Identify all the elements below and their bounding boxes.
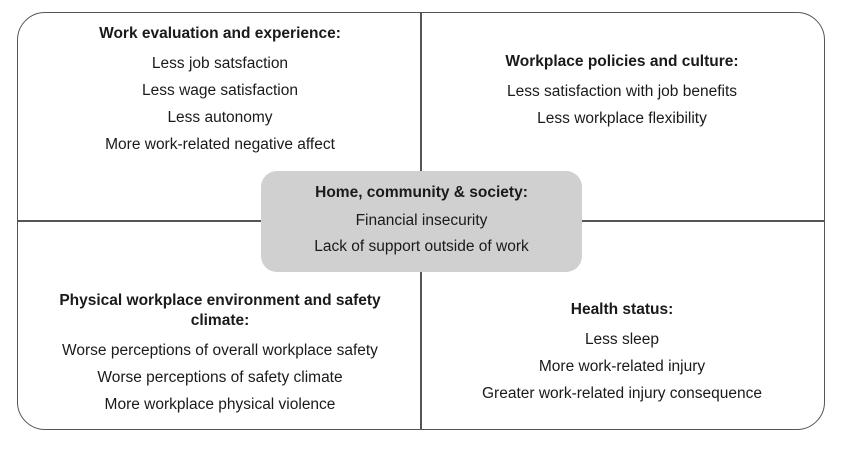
horizontal-divider-right <box>581 220 825 222</box>
list-item: Less wage satisfaction <box>142 82 298 99</box>
list-item: Less autonomy <box>167 109 273 126</box>
list-item: Less job satsfaction <box>151 55 289 72</box>
list-item: Less sleep <box>584 331 660 348</box>
list-item: Lack of support outside of work <box>314 238 529 255</box>
quadrant-title: Work evaluation and experience: <box>99 25 341 42</box>
list-item: Worse perceptions of safety climate <box>97 369 343 386</box>
list-item: More workplace physical violence <box>104 396 336 413</box>
center-box-home-community <box>261 171 582 272</box>
quadrant-title: Workplace policies and culture: <box>505 53 739 70</box>
horizontal-divider-left <box>17 220 262 222</box>
list-item: Greater work-related injury consequence <box>482 385 762 402</box>
list-item: Less workplace flexibility <box>537 110 707 127</box>
quadrant-title: Physical workplace environment and safety climate: <box>59 292 381 329</box>
center-title: Home, community & society: <box>315 184 528 201</box>
quadrant-work-evaluation <box>20 24 420 158</box>
quadrant-workplace-policies <box>422 52 822 132</box>
list-item: More work-related negative affect <box>105 136 335 153</box>
list-item: Worse perceptions of overall workplace safety <box>62 342 378 359</box>
quadrant-health-status <box>422 300 822 407</box>
quadrant-physical-environment <box>20 291 420 418</box>
list-item: Less satisfaction with job benefits <box>506 83 738 100</box>
quadrant-title: Health status: <box>570 301 674 318</box>
list-item: More work-related injury <box>538 358 706 375</box>
list-item: Financial insecurity <box>355 212 488 229</box>
